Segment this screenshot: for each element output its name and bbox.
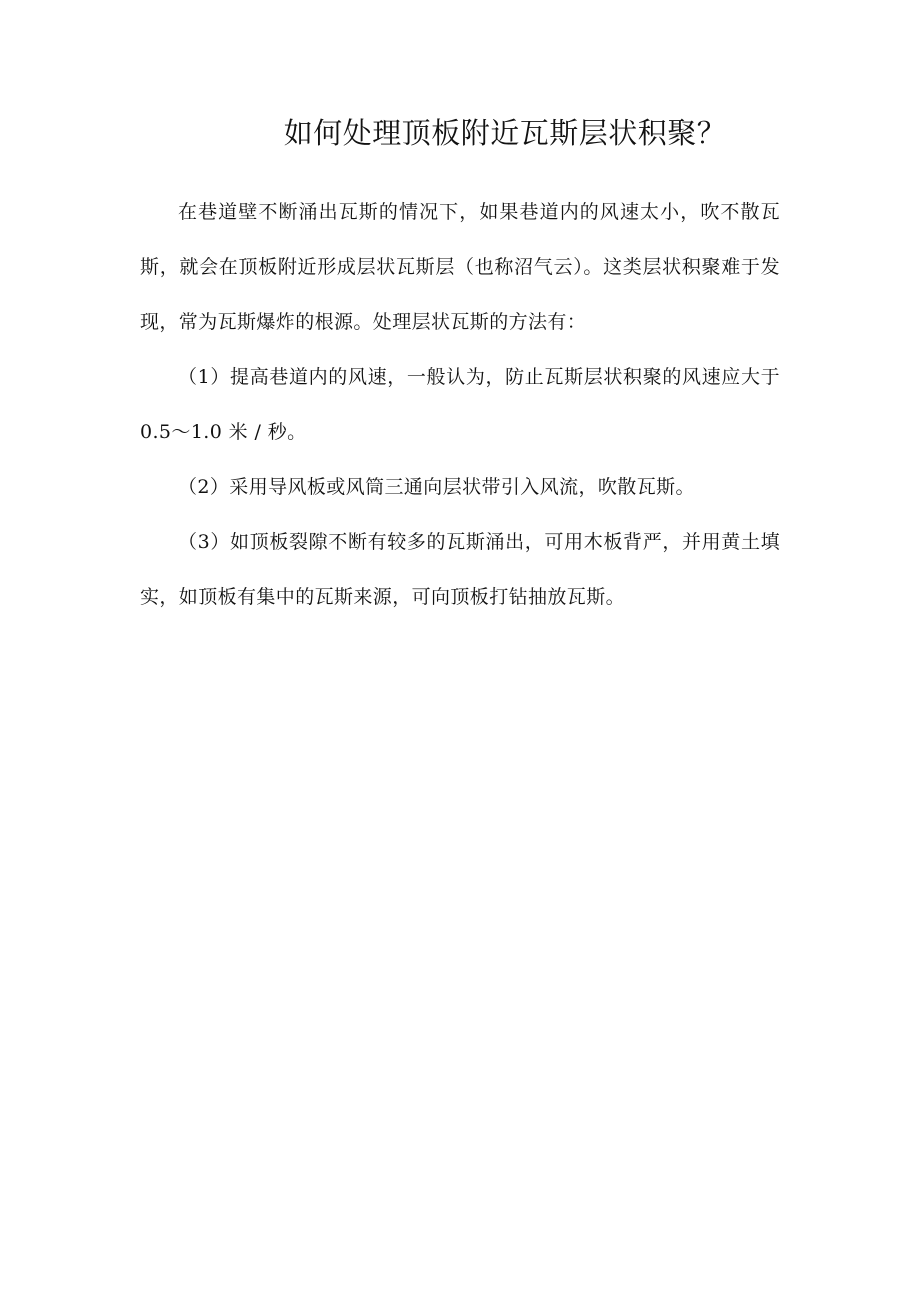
document-body bbox=[140, 185, 780, 625]
paragraph-method-3: （3）如顶板裂隙不断有较多的瓦斯涌出，可用木板背严，并用黄土填实，如顶板有集中的瓦斯来源，可向顶板打钻抽放瓦斯。 bbox=[140, 531, 780, 608]
paragraph-intro: 在巷道壁不断涌出瓦斯的情况下，如果巷道内的风速太小，吹不散瓦斯，就会在顶板附近形成层状瓦斯层（也称沼气云）。这类层状积聚难于发现，常为瓦斯爆炸的根源。处理层状瓦斯的方法有： bbox=[140, 201, 780, 333]
paragraph-method-1: （1）提高巷道内的风速，一般认为，防止瓦斯层状积聚的风速应大于 0.5～1.0 米 / 秒。 bbox=[140, 366, 780, 443]
document-title: 如何处理顶板附近瓦斯层状积聚？ bbox=[283, 116, 727, 150]
paragraph-method-2: （2）采用导风板或风筒三通向层状带引入风流，吹散瓦斯。 bbox=[178, 476, 695, 498]
